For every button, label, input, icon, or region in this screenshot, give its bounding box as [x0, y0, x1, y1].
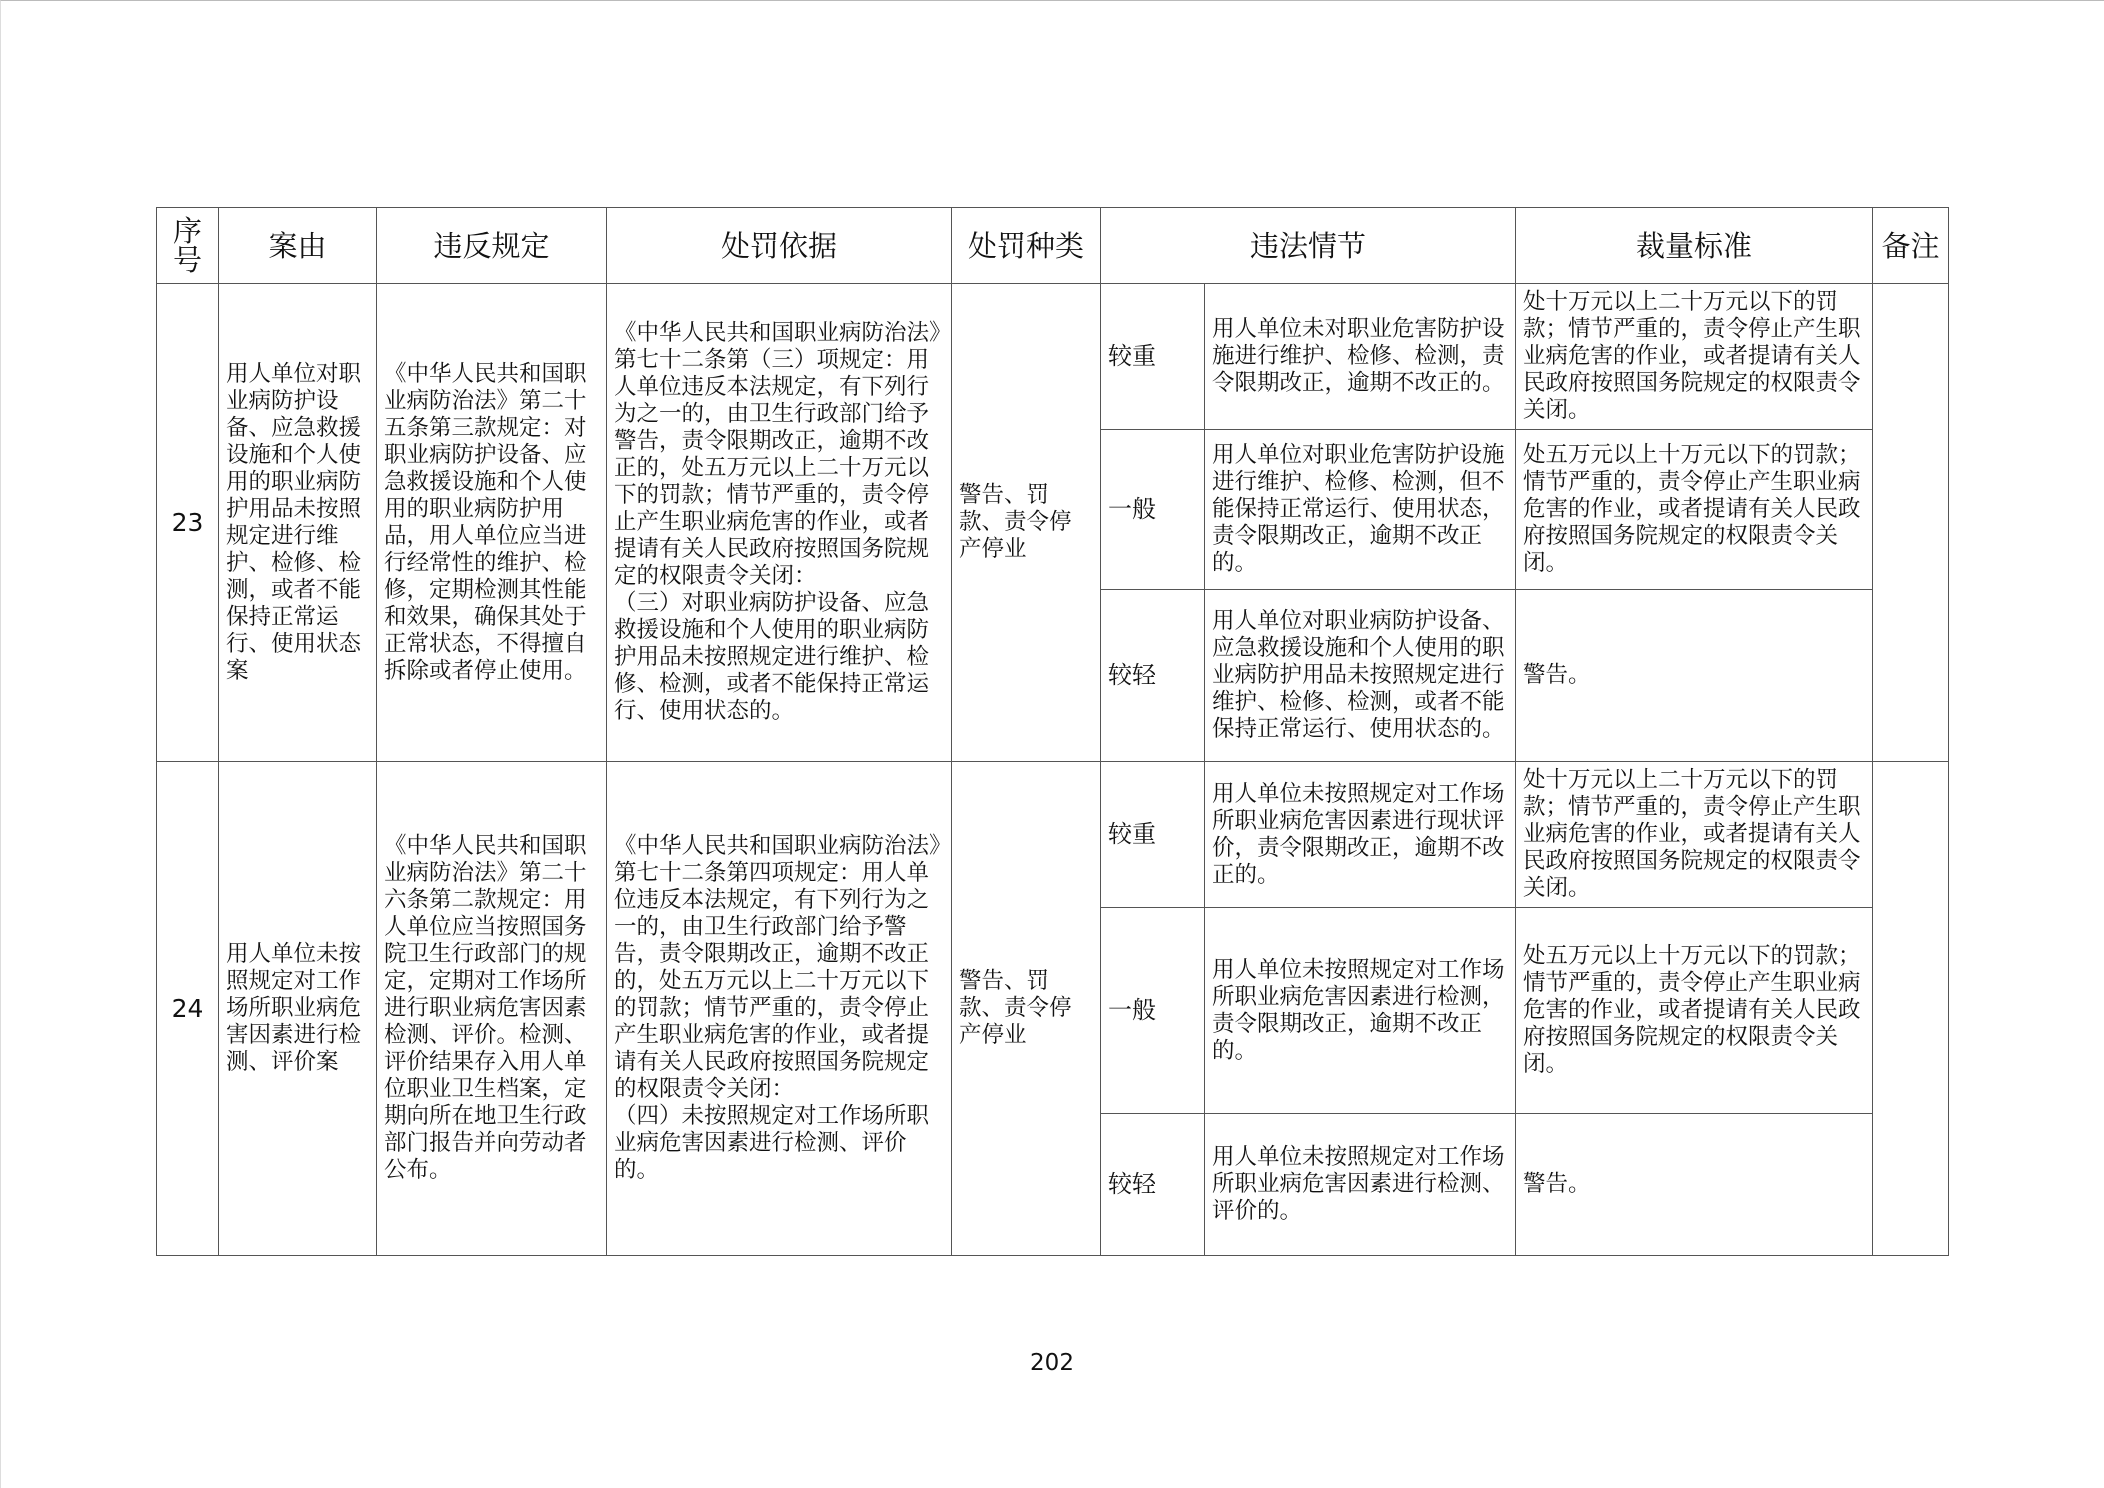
level-circumstance: 用人单位未按照规定对工作场所职业病危害因素进行检测、评价的。: [1205, 1114, 1516, 1256]
row-seq: 23: [157, 284, 219, 762]
row-seq: 24: [157, 762, 219, 1256]
row-remarks: [1873, 762, 1949, 1256]
level-label: 较重: [1101, 762, 1205, 908]
level-standard: 处十万元以上二十万元以下的罚款；情节严重的，责令停止产生职业病危害的作业，或者提请有关人民政府按照国务院规定的权限责令关闭。: [1516, 762, 1873, 908]
row-penalty-basis: 《中华人民共和国职业病防治法》第七十二条第（三）项规定：用人单位违反本法规定，有下列行为之一的，由卫生行政部门给予警告，责令限期改正，逾期不改正的，处五万元以上二十万元以下的罚款；情节严重的，责令停止产生职业病危害的作业，或者提请有关人民政府按照国务院规定的权限责令关闭： （三）对职业病防护设备、应急救援设施和个人使用的职业病防护用品未按照规定进行维护、检修、检测，或者不能保持正常运行、使用状态的。: [607, 284, 952, 762]
row-case: 用人单位对职业病防护设备、应急救援设施和个人使用的职业病防护用品未按照规定进行维护、检修、检测，或者不能保持正常运行、使用状态案: [219, 284, 377, 762]
page-number: 202: [1030, 1350, 1074, 1376]
header-penalty-type: 处罚种类: [952, 208, 1101, 284]
header-circumstances: 违法情节: [1101, 208, 1516, 284]
table-row: [157, 284, 1949, 430]
table-row: [157, 762, 1949, 908]
header-remarks: 备注: [1873, 208, 1949, 284]
header-standard: 裁量标准: [1516, 208, 1873, 284]
level-label: 一般: [1101, 908, 1205, 1114]
header-row: [157, 208, 1949, 284]
level-circumstance: 用人单位未对职业危害防护设施进行维护、检修、检测，责令限期改正，逾期不改正的。: [1205, 284, 1516, 430]
level-standard: 警告。: [1516, 590, 1873, 762]
level-circumstance: 用人单位对职业病防护设备、应急救援设施和个人使用的职业病防护用品未按照规定进行维护、检修、检测，或者不能保持正常运行、使用状态的。: [1205, 590, 1516, 762]
row-penalty-basis: 《中华人民共和国职业病防治法》第七十二条第四项规定：用人单位违反本法规定，有下列行为之一的，由卫生行政部门给予警告，责令限期改正，逾期不改正的，处五万元以上二十万元以下的罚款；情节严重的，责令停止产生职业病危害的作业，或者提请有关人民政府按照国务院规定的权限责令关闭： （四）未按照规定对工作场所职业病危害因素进行检测、评价的。: [607, 762, 952, 1256]
level-standard: 处五万元以上十万元以下的罚款；情节严重的，责令停止产生职业病危害的作业，或者提请有关人民政府按照国务院规定的权限责令关闭。: [1516, 908, 1873, 1114]
level-circumstance: 用人单位对职业危害防护设施进行维护、检修、检测，但不能保持正常运行、使用状态，责令限期改正，逾期不改正的。: [1205, 430, 1516, 590]
row-penalty-type: 警告、罚款、责令停产停业: [952, 284, 1101, 762]
row-violated-rule: 《中华人民共和国职业病防治法》第二十五条第三款规定：对职业病防护设备、应急救援设施和个人使用的职业病防护用品，用人单位应当进行经常性的维护、检修，定期检测其性能和效果，确保其处于正常状态，不得擅自拆除或者停止使用。: [377, 284, 607, 762]
row-remarks: [1873, 284, 1949, 762]
level-label: 一般: [1101, 430, 1205, 590]
level-label: 较轻: [1101, 1114, 1205, 1256]
level-standard: 处五万元以上十万元以下的罚款；情节严重的，责令停止产生职业病危害的作业，或者提请有关人民政府按照国务院规定的权限责令关闭。: [1516, 430, 1873, 590]
header-seq: 序号: [157, 208, 219, 284]
level-label: 较轻: [1101, 590, 1205, 762]
header-penalty-basis: 处罚依据: [607, 208, 952, 284]
level-standard: 处十万元以上二十万元以下的罚款；情节严重的，责令停止产生职业病危害的作业，或者提请有关人民政府按照国务院规定的权限责令关闭。: [1516, 284, 1873, 430]
penalty-discretion-table: [156, 207, 1949, 1256]
level-label: 较重: [1101, 284, 1205, 430]
row-violated-rule: 《中华人民共和国职业病防治法》第二十六条第二款规定：用人单位应当按照国务院卫生行政部门的规定，定期对工作场所进行职业病危害因素检测、评价。检测、评价结果存入用人单位职业卫生档案，定期向所在地卫生行政部门报告并向劳动者公布。: [377, 762, 607, 1256]
level-standard: 警告。: [1516, 1114, 1873, 1256]
row-case: 用人单位未按照规定对工作场所职业病危害因素进行检测、评价案: [219, 762, 377, 1256]
header-violated-rule: 违反规定: [377, 208, 607, 284]
level-circumstance: 用人单位未按照规定对工作场所职业病危害因素进行现状评价，责令限期改正，逾期不改正的。: [1205, 762, 1516, 908]
row-penalty-type: 警告、罚款、责令停产停业: [952, 762, 1101, 1256]
header-case: 案由: [219, 208, 377, 284]
level-circumstance: 用人单位未按照规定对工作场所职业病危害因素进行检测，责令限期改正，逾期不改正的。: [1205, 908, 1516, 1114]
